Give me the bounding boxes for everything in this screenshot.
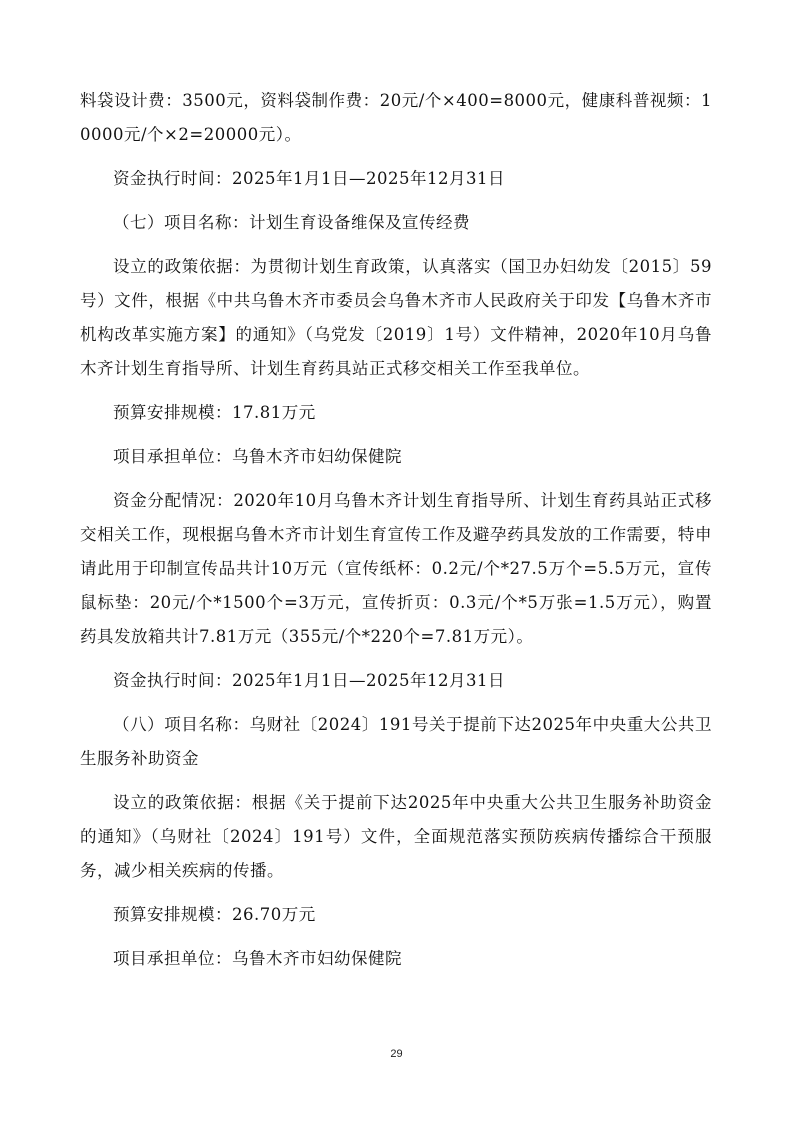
paragraph-policy-basis-8: 设立的政策依据：根据《关于提前下达2025年中央重大公共卫生服务补助资金的通知》（乌财社〔2024〕191号）文件，全面规范落实预防疾病传播综合干预服务，减少相关疾病的传播。	[80, 793, 712, 880]
document-body	[80, 84, 712, 986]
paragraph-budget-scale-7: 预算安排规模：17.81万元	[113, 403, 316, 422]
heading-project-7: （七）项目名称：计划生育设备维保及宣传经费	[113, 213, 470, 232]
paragraph-responsible-unit-8: 项目承担单位：乌鲁木齐市妇幼保健院	[113, 949, 402, 968]
heading-project-8: （八）项目名称：乌财社〔2024〕191号关于提前下达2025年中央重大公共卫生服务补助资金	[80, 715, 712, 768]
paragraph-execution-time-7: 资金执行时间：2025年1月1日—2025年12月31日	[113, 671, 505, 690]
page-number: 29	[390, 1048, 403, 1060]
paragraph-policy-basis-7: 设立的政策依据：为贯彻计划生育政策，认真落实（国卫办妇幼发〔2015〕59号）文件，根据《中共乌鲁木齐市委员会乌鲁木齐市人民政府关于印发【乌鲁木齐市机构改革实施方案】的通知》（乌党发〔2019〕1号）文件精神，2020年10月乌鲁木齐计划生育指导所、计划生育药具站正式移交相关工作至我单位。	[80, 257, 712, 378]
paragraph-fund-allocation-7: 资金分配情况：2020年10月乌鲁木齐计划生育指导所、计划生育药具站正式移交相关工作，现根据乌鲁木齐市计划生育宣传工作及避孕药具发放的工作需要，特申请此用于印制宣传品共计10万元（宣传纸杯：0.2元/个*27.5万个=5.5万元，宣传鼠标垫：20元/个*1500个=3万元，宣传折页：0.3元/个*5万张=1.5万元），购置药具发放箱共计7.81万元（355元/个*220个=7.81万元）。	[80, 491, 712, 646]
paragraph-responsible-unit-7: 项目承担单位：乌鲁木齐市妇幼保健院	[113, 447, 402, 466]
paragraph-execution-time-1: 资金执行时间：2025年1月1日—2025年12月31日	[113, 169, 505, 188]
paragraph-budget-scale-8: 预算安排规模：26.70万元	[113, 905, 316, 924]
paragraph-cost-details-continued: 料袋设计费：3500元，资料袋制作费：20元/个×400=8000元，健康科普视频：10000元/个×2=20000元）。	[80, 91, 712, 144]
